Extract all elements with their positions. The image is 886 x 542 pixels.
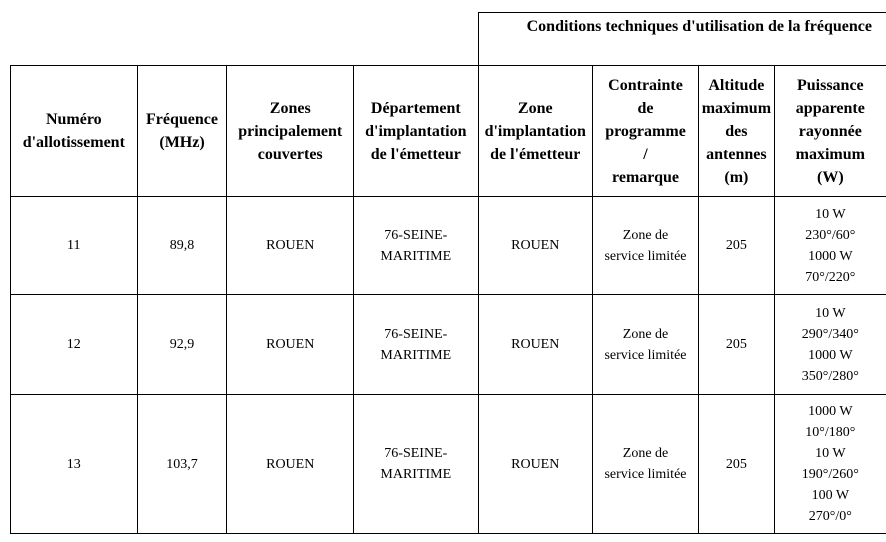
table-row (11, 295, 886, 395)
cell-puissance: 1000 W 10°/180° 10 W 190°/260° 100 W 270°/0° (774, 395, 886, 534)
cell-zone-implantation: ROUEN (478, 395, 592, 534)
header-puissance: Puissance apparente rayonnée maximum (W) (774, 66, 886, 197)
header-contrainte: Contrainte de programme / remarque (592, 66, 698, 197)
table-row (11, 395, 886, 534)
cell-zone-implantation: ROUEN (478, 197, 592, 295)
group-header: Conditions techniques d'utilisation de la fréquence (478, 13, 886, 66)
cell-frequence: 92,9 (137, 295, 227, 395)
cell-altitude: 205 (699, 295, 775, 395)
header-departement: Département d'implantation de l'émetteur (354, 66, 479, 197)
group-header-row (11, 13, 886, 66)
cell-zone-implantation: ROUEN (478, 295, 592, 395)
header-zones: Zones principalement couvertes (227, 66, 354, 197)
column-header-row (11, 66, 886, 197)
cell-altitude: 205 (699, 197, 775, 295)
cell-numero: 11 (11, 197, 138, 295)
cell-numero: 12 (11, 295, 138, 395)
cell-zones: ROUEN (227, 197, 354, 295)
header-numero: Numéro d'allotissement (11, 66, 138, 197)
cell-puissance: 10 W 290°/340° 1000 W 350°/280° (774, 295, 886, 395)
cell-contrainte: Zone de service limitée (592, 197, 698, 295)
cell-frequence: 89,8 (137, 197, 227, 295)
table-row (11, 197, 886, 295)
blank-corner (11, 13, 479, 66)
cell-numero: 13 (11, 395, 138, 534)
cell-departement: 76-SEINE- MARITIME (354, 197, 479, 295)
cell-puissance: 10 W 230°/60° 1000 W 70°/220° (774, 197, 886, 295)
header-altitude: Altitude maximum des antennes (m) (699, 66, 775, 197)
cell-departement: 76-SEINE- MARITIME (354, 295, 479, 395)
cell-altitude: 205 (699, 395, 775, 534)
header-zone-implantation: Zone d'implantation de l'émetteur (478, 66, 592, 197)
cell-contrainte: Zone de service limitée (592, 395, 698, 534)
cell-zones: ROUEN (227, 395, 354, 534)
cell-contrainte: Zone de service limitée (592, 295, 698, 395)
header-frequence: Fréquence (MHz) (137, 66, 227, 197)
cell-zones: ROUEN (227, 295, 354, 395)
cell-departement: 76-SEINE- MARITIME (354, 395, 479, 534)
frequency-table (10, 12, 886, 534)
cell-frequence: 103,7 (137, 395, 227, 534)
